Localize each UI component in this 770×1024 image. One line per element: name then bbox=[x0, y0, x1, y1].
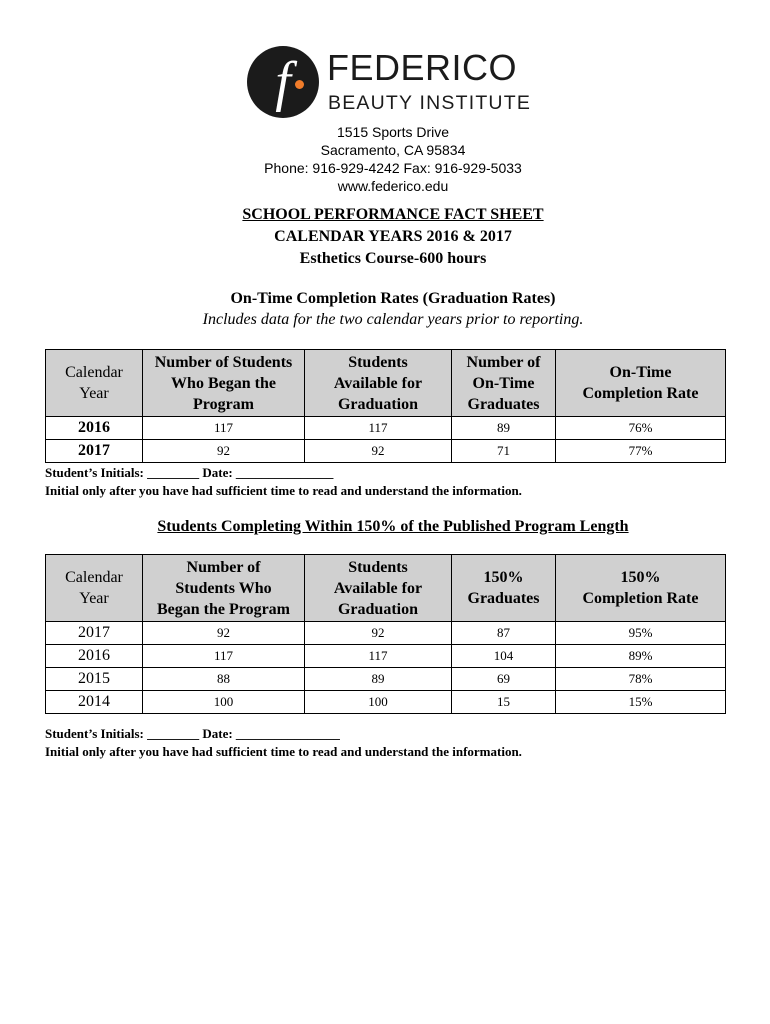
initials-instruction: Initial only after you have had sufficient time to read and understand the information. bbox=[45, 483, 522, 498]
cell-students-available: 100 bbox=[305, 691, 452, 714]
cell-rate: 78% bbox=[556, 668, 726, 691]
initials-date-line: Student’s Initials: ________ Date: _______________ bbox=[45, 465, 334, 480]
table-row bbox=[46, 417, 726, 440]
cell-year: 2017 bbox=[46, 622, 143, 645]
header-calendar-year: Calendar Year bbox=[46, 350, 143, 417]
completion-150-table bbox=[45, 554, 726, 714]
ontime-completion-table bbox=[45, 349, 726, 463]
section1-notes bbox=[45, 464, 522, 500]
header-calendar-year: Calendar Year bbox=[46, 555, 143, 622]
header-150-graduates: 150% Graduates bbox=[452, 555, 556, 622]
header-150-rate: 150% Completion Rate bbox=[556, 555, 726, 622]
cell-students-began: 117 bbox=[143, 417, 305, 440]
cell-graduates: 87 bbox=[452, 622, 556, 645]
section2-title: Students Completing Within 150% of the Published Program Length bbox=[157, 518, 629, 535]
cell-students-began: 92 bbox=[143, 440, 305, 463]
cell-year: 2016 bbox=[46, 645, 143, 668]
logo-accent-dot bbox=[295, 80, 304, 89]
cell-rate: 15% bbox=[556, 691, 726, 714]
cell-rate: 95% bbox=[556, 622, 726, 645]
school-logo bbox=[247, 46, 547, 122]
logo-monogram-icon: f bbox=[247, 46, 319, 118]
cell-graduates: 69 bbox=[452, 668, 556, 691]
section1-subtitle: Includes data for the two calendar years prior to reporting. bbox=[202, 311, 584, 328]
initials-instruction: Initial only after you have had sufficient time to read and understand the information. bbox=[45, 744, 522, 759]
logo-name: FEDERICO bbox=[327, 47, 518, 88]
address-city: Sacramento, CA 95834 bbox=[320, 142, 466, 158]
initials-date-line: Student’s Initials: ________ Date: ________________ bbox=[45, 726, 340, 741]
table-header-row bbox=[46, 555, 726, 622]
header-students-began: Number of Students Who Began the Program bbox=[143, 350, 305, 417]
table-row bbox=[46, 691, 726, 714]
header-students-available: Students Available for Graduation bbox=[305, 555, 452, 622]
table-row bbox=[46, 668, 726, 691]
header-students-available: Students Available for Graduation bbox=[305, 350, 452, 417]
table-row bbox=[46, 440, 726, 463]
table-row bbox=[46, 645, 726, 668]
cell-graduates: 89 bbox=[452, 417, 556, 440]
cell-year: 2014 bbox=[46, 691, 143, 714]
document-title: SCHOOL PERFORMANCE FACT SHEET bbox=[242, 206, 544, 223]
cell-year: 2017 bbox=[46, 440, 143, 463]
cell-students-began: 88 bbox=[143, 668, 305, 691]
table-row bbox=[46, 622, 726, 645]
address-street: 1515 Sports Drive bbox=[336, 124, 450, 140]
cell-students-available: 117 bbox=[305, 417, 452, 440]
address-phone-fax: Phone: 916-929-4242 Fax: 916-929-5033 bbox=[264, 160, 522, 176]
cell-year: 2015 bbox=[46, 668, 143, 691]
section2-notes bbox=[45, 725, 522, 761]
document-titles bbox=[0, 204, 770, 270]
cell-students-began: 92 bbox=[143, 622, 305, 645]
logo-subtitle: BEAUTY INSTITUTE bbox=[328, 92, 532, 114]
cell-rate: 76% bbox=[556, 417, 726, 440]
cell-students-available: 92 bbox=[305, 440, 452, 463]
school-address bbox=[0, 123, 770, 195]
cell-graduates: 104 bbox=[452, 645, 556, 668]
section1-title: On-Time Completion Rates (Graduation Rates) bbox=[230, 290, 556, 307]
cell-students-available: 89 bbox=[305, 668, 452, 691]
document-course: Esthetics Course-600 hours bbox=[299, 250, 487, 267]
cell-students-began: 117 bbox=[143, 645, 305, 668]
cell-students-began: 100 bbox=[143, 691, 305, 714]
cell-graduates: 71 bbox=[452, 440, 556, 463]
cell-year: 2016 bbox=[46, 417, 143, 440]
header-students-began: Number of Students Who Began the Program bbox=[143, 555, 305, 622]
address-website: www.federico.edu bbox=[337, 178, 449, 194]
table-header-row bbox=[46, 350, 726, 417]
cell-rate: 89% bbox=[556, 645, 726, 668]
cell-students-available: 92 bbox=[305, 622, 452, 645]
cell-students-available: 117 bbox=[305, 645, 452, 668]
document-years: CALENDAR YEARS 2016 & 2017 bbox=[274, 228, 512, 245]
cell-graduates: 15 bbox=[452, 691, 556, 714]
header-ontime-graduates: Number of On-Time Graduates bbox=[452, 350, 556, 417]
cell-rate: 77% bbox=[556, 440, 726, 463]
header-ontime-rate: On-Time Completion Rate bbox=[556, 350, 726, 417]
